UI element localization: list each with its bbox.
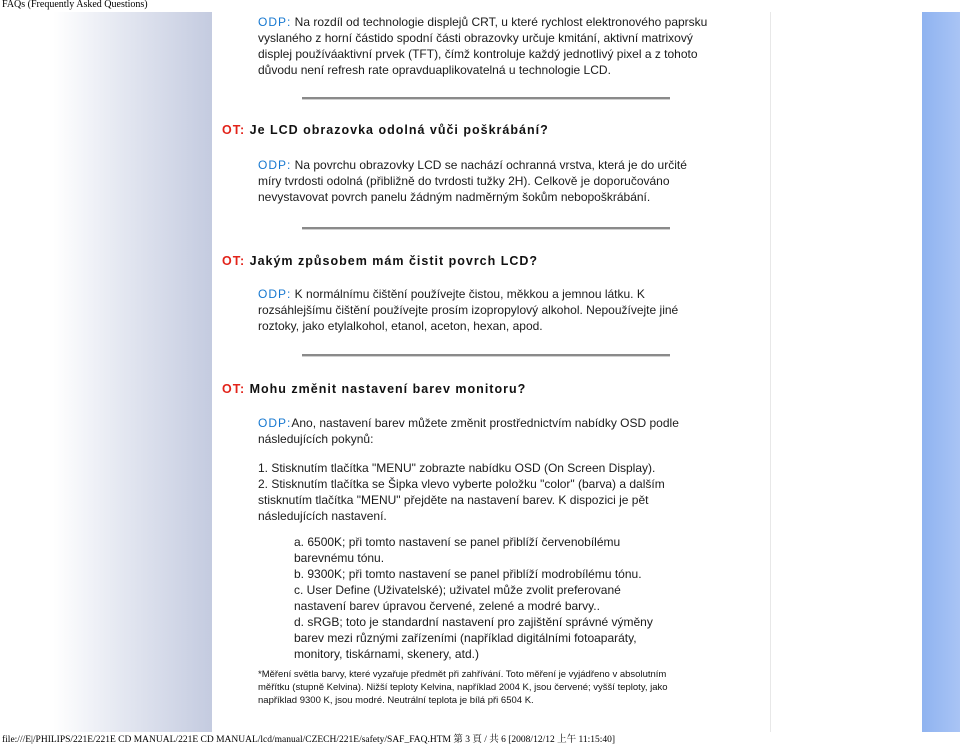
color-options: a. 6500K; při tomto nastavení se panel přiblíží červenobílému barevnému tónu. b. 9300K; při tomto nastavení se panel přiblíží modrobílému tónu. c. User Define (Uživatelské); uživatel může zvolit preferované nastavení barev úpravou červené, zelené a modré barvy.. d. sRGB; toto je standardní nastavení pro zajištění správné výměny barev mezi různými zařízeními (například digitálními fotoaparáty, monitory, tiskárnami, skenery, atd.) xyxy=(294,535,653,661)
header-title: FAQs (Frequently Asked Questions) xyxy=(2,0,148,10)
question-cleaning: OT: Jakým způsobem mám čistit povrch LCD? xyxy=(222,254,539,268)
separator xyxy=(302,227,670,230)
separator xyxy=(302,97,670,100)
answer-label: ODP: xyxy=(258,287,292,301)
answer-cleaning: ODP: K normálnímu čištění používejte čistou, měkkou a jemnou látku. K rozsáhlejšímu čištění používejte prosím izopropylový alkohol. Nepoužívejte jiné roztoky, jako etylalkohol, etanol, aceton, hexan, apod. xyxy=(258,287,679,333)
answer-scratch: ODP: Na povrchu obrazovky LCD se nachází ochranná vrstva, která je do určité míry tvrdosti odolná (přibližně do tvrdosti tužky 2H). Celkově je doporučováno nevystavovat povrch panelu žádným nadměrným šokům nebopoškrábání. xyxy=(258,158,687,204)
answer-refresh: ODP: Na rozdíl od technologie displejů CRT, u které rychlost elektronového paprsku vyslaného z horní částido spodní části obrazovky určuje kmitání, aktivní matrixový displej používáaktivní prvek (TFT), čímž kontroluje každý jednotlivý pixel a z tohoto důvodu není refresh rate opravduaplikovatelná u technologie LCD. xyxy=(258,15,708,77)
faq-content xyxy=(212,12,768,732)
kelvin-note: *Měření světla barvy, které vyzařuje předmět při zahřívání. Toto měření je vyjádřeno v absolutním měřítku (stupně Kelvina). Nižší teploty Kelvina, například 2004 K, jsou červené; vyšší teploty, jako například 9300 K, jsou modré. Neutrální teplota je bílá při 6504 K. xyxy=(258,669,668,706)
left-margin xyxy=(0,12,212,732)
footer-path: file:///E|/PHILIPS/221E/221E CD MANUAL/221E CD MANUAL/lcd/manual/CZECH/221E/safety/SAF_FAQ.HTM 第 3 頁 / 共 6 [2008/12/12 上午 11:15:40] xyxy=(2,735,616,745)
right-margin xyxy=(770,12,923,732)
answer-label: ODP: xyxy=(258,416,292,430)
answer-label: ODP: xyxy=(258,158,292,172)
question-label: OT: xyxy=(222,382,246,396)
answer-label: ODP: xyxy=(258,15,292,29)
question-label: OT: xyxy=(222,254,246,268)
answer-color: ODP:Ano, nastavení barev můžete změnit prostřednictvím nabídky OSD podle následujících pokynů: xyxy=(258,416,679,446)
question-label: OT: xyxy=(222,123,246,137)
question-scratch: OT: Je LCD obrazovka odolná vůči poškrábání? xyxy=(222,123,549,137)
separator xyxy=(302,354,670,357)
color-steps: 1. Stisknutím tlačítka "MENU" zobrazte nabídku OSD (On Screen Display). 2. Stisknutím tlačítka se Šipka vlevo vyberte položku "color" (barva) a dalším stisknutím tlačítka "MENU" přejděte na nastavení barev. K dispozici je pět následujících nastavení. xyxy=(258,461,665,523)
question-color: OT: Mohu změnit nastavení barev monitoru? xyxy=(222,382,527,396)
page-header xyxy=(0,0,960,10)
right-accent-bar xyxy=(922,12,960,732)
page-footer xyxy=(2,731,615,745)
